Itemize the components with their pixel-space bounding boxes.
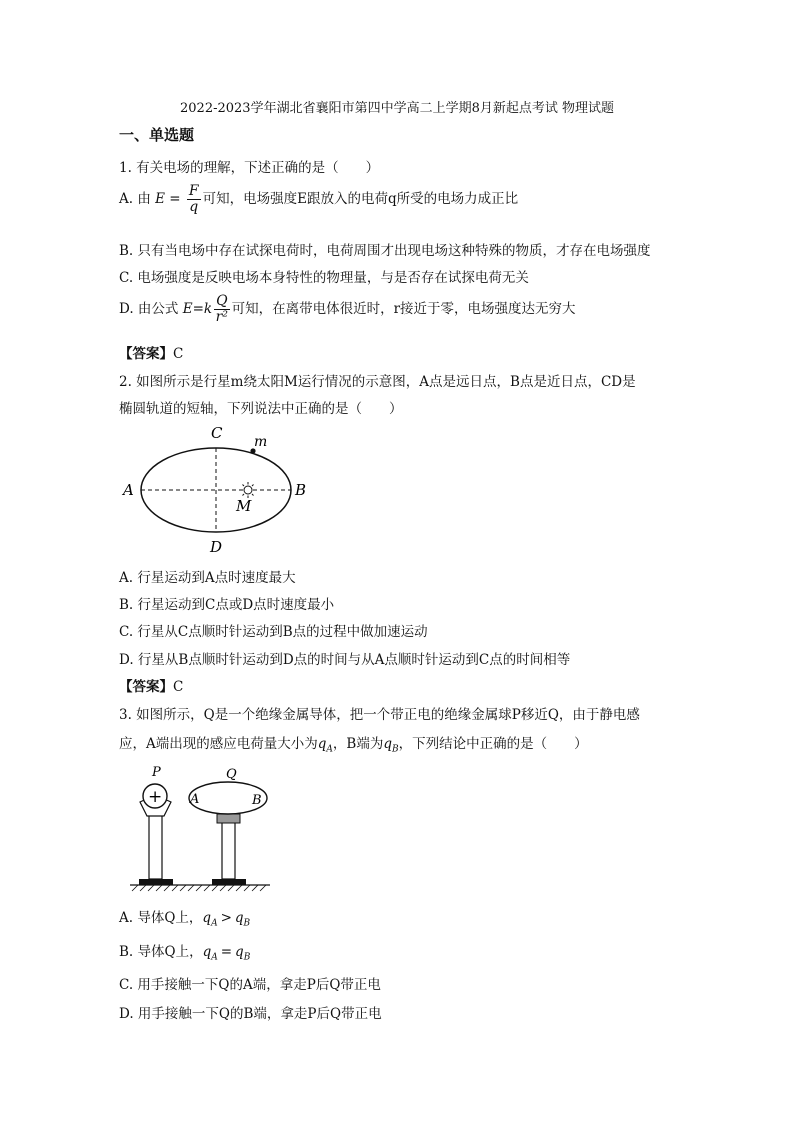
q2-option-c: C. 行星从C点顺时针运动到B点的过程中做加速运动 xyxy=(119,624,428,640)
q1-a-eq: E = xyxy=(155,191,181,207)
ground-hatch xyxy=(132,885,266,891)
label-A: A xyxy=(123,481,134,499)
label-D: D xyxy=(210,538,223,556)
q3-a-qb-sub: B xyxy=(243,918,251,929)
q1-d-fraction xyxy=(214,294,229,325)
p-rod xyxy=(149,814,162,879)
label-B: B xyxy=(295,481,307,499)
document-title: 2022-2023学年湖北省襄阳市第四中学高二上学期8月新起点考试 物理试题 xyxy=(180,101,614,116)
label-P: P xyxy=(152,765,161,780)
q3-stem2-b: ，B端为 xyxy=(332,736,384,752)
sun-icon xyxy=(240,482,256,498)
q-base xyxy=(212,879,246,885)
q3-a-qa-sub: A xyxy=(211,918,218,929)
q1-option-a xyxy=(119,184,518,215)
q1-stem: 1. 有关电场的理解，下述正确的是（ ） xyxy=(119,160,380,176)
q3-b-qb: q xyxy=(235,944,244,960)
q3-a-relation: > xyxy=(220,910,232,926)
q1-d-eq: E=k xyxy=(182,301,213,317)
q3-stem2-a: 应，A端出现的感应电荷量大小为 xyxy=(119,736,318,752)
q1-d-numerator: Q xyxy=(216,293,228,309)
q2-answer-label: 【答案】 xyxy=(119,679,173,695)
q1-a-suffix: 可知，电场强度E跟放入的电荷q所受的电场力成正比 xyxy=(202,191,519,207)
q3-stem-line2 xyxy=(119,732,588,755)
q3-qb-symbol: q xyxy=(383,736,392,752)
label-Q: Q xyxy=(226,767,237,782)
q2-option-b: B. 行星运动到C点或D点时速度最小 xyxy=(119,597,335,613)
q1-option-b: B. 只有当电场中存在试探电荷时，电荷周围才出现电场这种特殊的物质，才存在电场强度 xyxy=(119,243,651,259)
q1-d-suffix: 可知，在离带电体很近时，r接近于零，电场强度达无穷大 xyxy=(231,301,576,317)
q3-stem-line1: 3. 如图所示，Q是一个绝缘金属导体，把一个带正电的绝缘金属球P移近Q，由于静电感 xyxy=(119,707,640,723)
q3-option-b xyxy=(119,940,250,963)
q3-qa-subscript: A xyxy=(326,744,333,755)
q3-b-qb-sub: B xyxy=(243,952,251,963)
label-C: C xyxy=(211,424,223,442)
q3-electrostatic-figure xyxy=(126,762,276,894)
q2-option-d: D. 行星从B点顺时针运动到D点的时间与从A点顺时针运动到C点的时间相等 xyxy=(119,652,571,668)
q2-stem-line1: 2. 如图所示是行星m绕太阳M运行情况的示意图，A点是远日点，B点是近日点，CD是 xyxy=(119,374,636,390)
label-m: m xyxy=(254,434,268,450)
q1-answer-value: C xyxy=(173,346,184,362)
q3-qa-symbol: q xyxy=(317,736,327,752)
q1-answer xyxy=(119,342,183,362)
q-insulator xyxy=(217,814,240,823)
q1-d-denominator: r² xyxy=(215,309,228,325)
q3-a-qa: q xyxy=(202,910,212,926)
q1-option-d xyxy=(119,294,576,325)
q3-a-prefix: A. 导体Q上， xyxy=(119,910,203,926)
plus-sign: + xyxy=(148,787,163,807)
p-base xyxy=(139,879,173,885)
q-rod xyxy=(222,822,235,879)
q3-b-prefix: B. 导体Q上， xyxy=(119,944,203,960)
q1-answer-label: 【答案】 xyxy=(119,346,173,362)
q3-option-c: C. 用手接触一下Q的A端，拿走P后Q带正电 xyxy=(119,977,381,993)
q3-a-qb: q xyxy=(234,910,244,926)
q2-answer xyxy=(119,675,183,695)
label-B-end: B xyxy=(252,793,262,808)
q2-orbit-figure xyxy=(115,420,315,560)
q2-answer-value: C xyxy=(173,679,184,695)
q3-option-d: D. 用手接触一下Q的B端，拿走P后Q带正电 xyxy=(119,1006,382,1022)
q3-option-a xyxy=(119,906,250,929)
q3-b-relation: = xyxy=(220,944,233,960)
label-A-end: A xyxy=(190,792,200,807)
q1-a-numerator: F xyxy=(188,183,199,199)
q1-a-prefix: A. 由 xyxy=(119,191,151,207)
label-M: M xyxy=(236,497,252,515)
q1-d-prefix: D. 由公式 xyxy=(119,301,179,317)
q1-option-c: C. 电场强度是反映电场本身特性的物理量，与是否存在试探电荷无关 xyxy=(119,270,529,286)
q3-stem2-c: ，下列结论中正确的是（ ） xyxy=(398,736,588,752)
q3-qb-subscript: B xyxy=(391,744,399,755)
q1-a-denominator: q xyxy=(189,199,199,215)
section-heading: 一、单选题 xyxy=(119,126,195,144)
q2-option-a: A. 行星运动到A点时速度最大 xyxy=(119,570,296,586)
q1-a-fraction xyxy=(187,184,201,215)
q3-b-qa: q xyxy=(202,944,212,960)
q2-stem-line2: 椭圆轨道的短轴，下列说法中正确的是（ ） xyxy=(119,401,403,417)
q3-b-qa-sub: A xyxy=(211,952,218,963)
